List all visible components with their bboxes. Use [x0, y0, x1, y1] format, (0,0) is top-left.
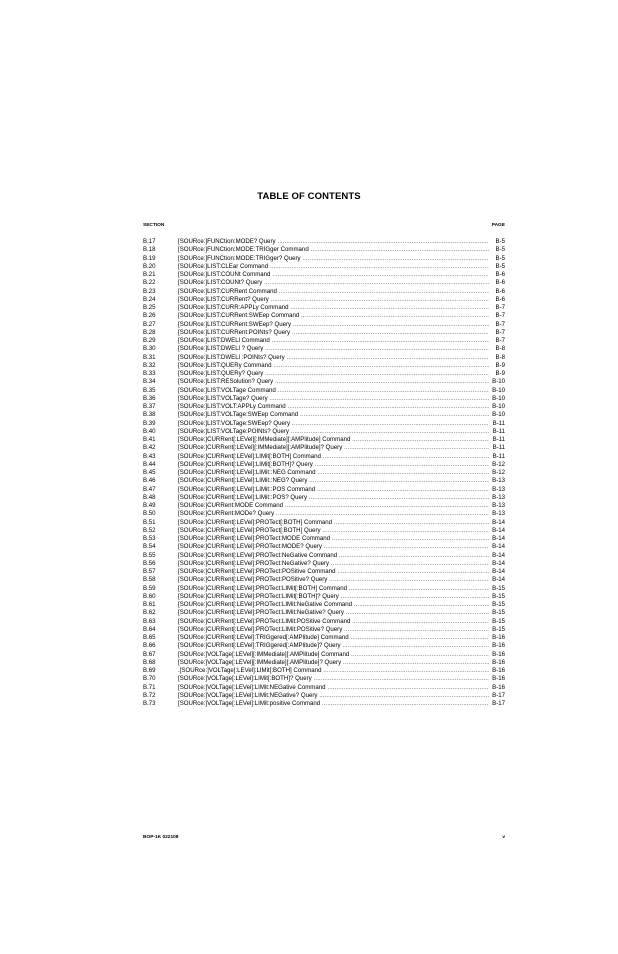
toc-entry-page: B-10	[492, 394, 505, 402]
dot-leader	[352, 618, 489, 626]
toc-entry-title: [SOURce:]CURRent[:LEVel]:LIMit::POS Command	[178, 485, 316, 493]
dot-leader	[275, 378, 489, 386]
toc-entry-title: [SOURce:]CURRent[:LEVel]:TRIGgered[:AMPlitude] Command	[178, 634, 349, 641]
toc-entry-number: B.40	[143, 427, 156, 435]
document-id: BOP-1K 022108	[143, 835, 179, 840]
toc-entry-number: B.36	[143, 394, 156, 402]
toc-entry[interactable]	[143, 568, 505, 576]
toc-entry-title: [SOURce:]FUNCtion:MODE:TRIGger? Query	[178, 254, 301, 262]
toc-entry-page: B-6	[495, 279, 505, 287]
toc-entry[interactable]	[143, 255, 505, 263]
toc-entry-number: B.58	[143, 576, 156, 584]
toc-entry-title: [SOURce:]LIST:CURRent:SWEep? Query	[178, 320, 292, 328]
toc-entry-title: [SOURce:]CURRent[:LEVel]:PROTect[:BOTH] Query	[178, 526, 321, 534]
toc-entry-page: B-15	[492, 601, 505, 608]
toc-entry-number: B.31	[143, 353, 156, 361]
toc-entry-title: [SOURce:]VOLTage[:LEVel]:LIMit:positive Command	[178, 700, 321, 707]
toc-entry[interactable]	[143, 535, 505, 543]
toc-entry-page: B-15	[492, 625, 505, 633]
page-number: v	[502, 835, 505, 840]
toc-entry-title: [SOURce:]LIST:COUNt Command	[178, 271, 271, 278]
page-column-header: PAGE	[491, 223, 505, 228]
toc-entry[interactable]	[143, 477, 505, 485]
toc-entry-title: [SOURce:]LIST:CURRent:SWEep Command	[178, 312, 300, 320]
dot-leader	[354, 601, 489, 609]
toc-entry-title: [SOURce:]LIST:CLEar Command	[178, 262, 269, 270]
dot-leader	[301, 312, 489, 320]
toc-entry-number: B.48	[143, 493, 156, 501]
toc-entry-number: B.47	[143, 485, 156, 493]
toc-entry-page: B-7	[495, 312, 505, 320]
toc-entry-page: B-14	[492, 568, 505, 575]
dot-leader	[291, 428, 489, 436]
toc-entry[interactable]	[143, 288, 505, 296]
toc-entry[interactable]	[143, 692, 505, 700]
toc-entry-number: B.44	[143, 460, 156, 468]
dot-leader	[279, 288, 489, 296]
toc-entry-title: [SOURce:]CURRent[:LEVel]:LIMit[:BOTH]? Query	[178, 460, 313, 468]
toc-entry-page: B-14	[492, 535, 505, 542]
toc-entry-page: B-13	[492, 493, 505, 501]
toc-entry[interactable]	[143, 469, 505, 477]
toc-entry[interactable]	[143, 271, 505, 279]
toc-entry-page: B-7	[495, 320, 505, 328]
dot-leader	[288, 403, 489, 411]
toc-entry-number: B.51	[143, 518, 156, 526]
toc-entry-title: [SOURce:]VOLTage[:LEVel]:LIMit:NEGative? Query	[178, 691, 318, 699]
toc-entry-page: B-16	[492, 650, 505, 658]
toc-entry[interactable]	[143, 700, 505, 708]
toc-entry-title: [SOURce:]FUNCtion:MODE:TRIGger Command	[178, 246, 309, 254]
toc-entry-title: [SOURce:]LIST:VOLTage:SWEep? Query	[178, 419, 290, 427]
toc-entry-title: [SOURce:]CURRent[:LEVel]:PROTect:POSitive? Query	[178, 576, 328, 584]
toc-entry-title: [SOURce:]CURRent[:LEVel][:IMMediate][:AMPlitude]? Query	[178, 444, 343, 452]
toc-entry-number: B.64	[143, 625, 156, 633]
toc-entry[interactable]	[143, 659, 505, 667]
toc-entry-title: [SOURce:]CURRent[:LEVel]:PROTect:LIMit[:BOTH] Command	[178, 584, 347, 592]
toc-entry-page: B-5	[495, 246, 505, 254]
toc-entry-title: [SOURce:]VOLTage[:LEVel]:LIMit:NEGative Command	[178, 683, 326, 691]
dot-leader	[265, 370, 489, 378]
toc-entry-number: B.27	[143, 320, 156, 328]
toc-entry-number: B.59	[143, 584, 156, 592]
toc-entry[interactable]	[143, 609, 505, 617]
toc-entry-page: B-7	[495, 337, 505, 344]
toc-entry-page: B-11	[492, 436, 505, 443]
toc-entry-title: [SOURce:]CURRent[:LEVel]:PROTect:LIMit:NeGative Command	[178, 601, 353, 608]
toc-entry-title: [SOURce:]LIST:VOLTage Command	[178, 386, 276, 394]
toc-entry[interactable]	[143, 444, 505, 452]
toc-entry-page: B-14	[492, 543, 505, 551]
toc-entry-number: B.33	[143, 370, 156, 377]
toc-entry-number: B.72	[143, 691, 156, 699]
toc-entry-page: B-13	[492, 477, 505, 485]
toc-entry-title: [SOURce:]VOLTage[:LEVel][:IMMediate][:AMPlitude]? Query	[178, 658, 342, 666]
toc-entry-title: [SOURce:]CURRent:MODE Command	[178, 502, 283, 509]
dot-leader	[309, 494, 489, 502]
toc-entry-number: B.28	[143, 328, 156, 336]
dot-leader	[317, 486, 489, 494]
toc-entry-number: B.61	[143, 601, 156, 608]
dot-leader	[265, 345, 489, 353]
dot-leader	[331, 560, 489, 568]
toc-entry-title: [SOURce:]LIST:CURRent Command	[178, 287, 277, 295]
toc-entry-title: [SOURce:]CURRent:MODe? Query	[178, 510, 275, 518]
dot-leader	[332, 535, 489, 543]
toc-entry-page: B-11	[492, 427, 505, 435]
dot-leader	[314, 675, 489, 683]
toc-entry-page: B-14	[492, 576, 505, 584]
toc-entry-title: [SOURce:]FUNCtion:MODE? Query	[178, 238, 276, 245]
toc-entry-number: B.32	[143, 361, 156, 369]
toc-entry-page: B-13	[492, 485, 505, 493]
toc-entry-number: B.55	[143, 551, 156, 559]
toc-entry[interactable]	[143, 560, 505, 568]
toc-entry-title: [SOURce:]CURRent[:LEVel]:PROTect:LIMit:POSitive Command	[178, 617, 351, 625]
dot-leader	[351, 651, 489, 659]
toc-entry-title: [SOURce:]CURRent[:LEVel]:TRIGgered[:AMPlitude]? Query	[178, 642, 341, 650]
toc-entry-title: [SOURce:]LIST:VOLT:APPLy Command	[178, 403, 286, 410]
dot-leader	[273, 362, 489, 370]
toc-entry-number: B.37	[143, 403, 156, 410]
toc-entry-page: B-9	[495, 361, 505, 369]
dot-leader	[346, 609, 489, 617]
toc-entry-page: B-6	[495, 295, 505, 303]
dot-leader	[344, 626, 489, 634]
toc-entry-number: B.67	[143, 650, 156, 658]
toc-entry-number: B.20	[143, 262, 156, 270]
dot-leader	[309, 477, 489, 485]
dot-leader	[318, 469, 490, 477]
toc-entry-title: [SOURce:]CURRent[:LEVel]:PROTect:LIMit[:BOTH]? Query	[178, 592, 339, 600]
toc-entry-number: B.35	[143, 386, 156, 394]
dot-leader	[352, 436, 489, 444]
toc-list	[143, 238, 505, 708]
toc-entry[interactable]	[143, 585, 505, 593]
dot-leader	[300, 411, 489, 419]
toc-entry-title: [SOURce:]LIST:CURRent? Query	[178, 295, 269, 303]
dot-leader	[329, 576, 489, 584]
toc-entry[interactable]	[143, 362, 505, 370]
dot-leader	[291, 304, 489, 312]
toc-entry[interactable]	[143, 651, 505, 659]
toc-entry[interactable]	[143, 238, 505, 246]
toc-entry-page: B-13	[492, 510, 505, 518]
toc-entry-page: B-15	[492, 609, 505, 617]
dot-leader	[272, 271, 489, 279]
dot-leader	[337, 568, 489, 576]
toc-entry-number: B.66	[143, 642, 156, 650]
dot-leader	[264, 279, 489, 287]
toc-entry-title: [SOURce:]CURRent[:LEVel]:PROTect[:BOTH] Command	[178, 518, 333, 526]
toc-entry-page: B-5	[495, 254, 505, 262]
dot-leader	[343, 659, 489, 667]
toc-entry-page: B-17	[492, 691, 505, 699]
toc-entry-number: B.50	[143, 510, 156, 518]
toc-entry-number: B.70	[143, 675, 156, 683]
toc-entry-title: [SOURce:]LIST:QUERy? Query	[178, 370, 264, 377]
toc-entry-title: [SOURce:]LIST:VOLTage:SWEep Command	[178, 411, 299, 419]
toc-entry-number: B.46	[143, 477, 156, 485]
toc-entry-title: [SOURce:]CURRent[:LEVel]:LIMit::POS? Query	[178, 493, 308, 501]
toc-entry-number: B.22	[143, 279, 156, 287]
toc-entry-page: B-10	[492, 403, 505, 410]
toc-entry-number: B.18	[143, 246, 156, 254]
toc-entry-page: B-8	[495, 353, 505, 361]
toc-entry-title: [SOURce:]LIST:CURR:APPLy Command	[178, 304, 289, 311]
toc-entry[interactable]	[143, 519, 505, 527]
toc-entry[interactable]	[143, 296, 505, 304]
dot-leader	[285, 502, 489, 510]
toc-entry-title: [SOURce:]CURRent[:LEVel]:PROTect:POSitive Command	[178, 568, 336, 575]
toc-entry-number: B.62	[143, 609, 156, 617]
toc-entry-title: [SOURce:]CURRent[:LEVel]:PROTect:NeGative Command	[178, 551, 338, 559]
toc-entry-number: B.26	[143, 312, 156, 320]
toc-entry-title: [SOURce:]CURRent[:LEVel]:PROTect:MODE Command	[178, 535, 331, 542]
toc-entry[interactable]	[143, 354, 505, 362]
toc-entry-page: B-6	[495, 271, 505, 278]
toc-entry-title: [SOURce:]CURRent[:LEVel]:LIMit::NEG? Query	[178, 477, 308, 485]
toc-entry-number: B.71	[143, 683, 156, 691]
toc-entry-title: [SOURce:]CURRent[:LEVel][:IMMediate][:AMPlitude] Command	[178, 436, 351, 443]
dot-leader	[334, 519, 489, 527]
toc-entry[interactable]	[143, 684, 505, 692]
toc-entry-number: B.43	[143, 452, 156, 460]
toc-entry-page: B-16	[492, 634, 505, 641]
toc-entry[interactable]	[143, 510, 505, 518]
dot-leader	[323, 667, 489, 675]
toc-entry[interactable]	[143, 387, 505, 395]
toc-entry-number: B.65	[143, 634, 156, 641]
toc-entry[interactable]	[143, 601, 505, 609]
dot-leader	[270, 263, 489, 271]
toc-entry-page: B-10	[492, 386, 505, 394]
toc-entry[interactable]	[143, 304, 505, 312]
toc-entry[interactable]	[143, 576, 505, 584]
toc-entry[interactable]	[143, 667, 505, 675]
toc-entry-number: B.41	[143, 436, 156, 443]
toc-entry-number: B.73	[143, 700, 156, 707]
dot-leader	[276, 510, 489, 518]
toc-entry[interactable]	[143, 552, 505, 560]
toc-entry-page: B-11	[492, 444, 505, 452]
toc-entry-title: [SOURce:]LIST:CURRent:POINts? Query	[178, 328, 291, 336]
toc-entry-page: B-5	[495, 238, 505, 245]
toc-entry-page: B-12	[492, 460, 505, 468]
dot-leader	[343, 642, 489, 650]
toc-entry[interactable]	[143, 453, 505, 461]
toc-entry[interactable]	[143, 395, 505, 403]
toc-entry[interactable]	[143, 246, 505, 254]
toc-entry-page: B-6	[495, 287, 505, 295]
toc-entry-number: B.45	[143, 469, 156, 476]
dot-leader	[351, 634, 489, 642]
toc-entry[interactable]	[143, 543, 505, 551]
dot-leader	[292, 420, 489, 428]
dot-leader	[311, 246, 489, 254]
dot-leader	[287, 354, 489, 362]
dot-leader	[319, 692, 489, 700]
dot-leader	[278, 238, 489, 246]
page-title: TABLE OF CONTENTS	[257, 191, 361, 202]
toc-entry-page: B-10	[492, 411, 505, 419]
toc-entry-page: B-15	[492, 592, 505, 600]
toc-entry-page: B-11	[492, 452, 505, 460]
dot-leader	[271, 296, 489, 304]
toc-entry[interactable]	[143, 345, 505, 353]
toc-entry-number: B.68	[143, 658, 156, 666]
toc-entry-number: B.53	[143, 535, 156, 542]
toc-entry-number: B.21	[143, 271, 156, 278]
toc-entry[interactable]	[143, 403, 505, 411]
toc-entry-page: B-14	[492, 559, 505, 567]
toc-entry-number: B.19	[143, 254, 156, 262]
dot-leader	[322, 700, 489, 708]
toc-entry-page: B-14	[492, 518, 505, 526]
toc-entry[interactable]	[143, 436, 505, 444]
toc-entry[interactable]	[143, 527, 505, 535]
toc-entry[interactable]	[143, 370, 505, 378]
toc-entry[interactable]	[143, 321, 505, 329]
toc-entry-title: [SOURce:]CURRent[:LEVel]:LIMit::NEG Command	[178, 469, 316, 476]
toc-entry-title: [SOURce:]LIST:DWELl ? Query	[178, 345, 264, 353]
toc-entry-number: B.17	[143, 238, 156, 245]
toc-entry[interactable]	[143, 642, 505, 650]
toc-entry-number: B.29	[143, 337, 156, 344]
dot-leader	[323, 527, 489, 535]
toc-entry[interactable]	[143, 378, 505, 386]
dot-leader	[272, 337, 489, 345]
toc-entry-number: B.39	[143, 419, 156, 427]
toc-entry-title: [SOURce:]CURRent[:LEVel]:PROTect:LIMit:POSitive? Query	[178, 625, 343, 633]
toc-entry-title: [SOURce:]LIST:DWELl :POINts? Query	[178, 353, 285, 361]
toc-entry[interactable]	[143, 618, 505, 626]
toc-entry-title: [SOURce:]LIST:DWELl Command	[178, 337, 270, 344]
toc-entry-number: B.42	[143, 444, 156, 452]
toc-entry-page: B-14	[492, 551, 505, 559]
toc-entry[interactable]	[143, 502, 505, 510]
dot-leader	[293, 321, 489, 329]
dot-leader	[270, 395, 489, 403]
toc-entry[interactable]	[143, 593, 505, 601]
toc-entry-number: B.57	[143, 568, 156, 575]
toc-entry-page: B-15	[492, 584, 505, 592]
toc-entry-title: [SOURce:]CURRent[:LEVel]:LIMit[:BOTH] Command	[178, 452, 321, 460]
toc-entry-number: B.49	[143, 502, 156, 509]
toc-entry-page: B-16	[492, 675, 505, 683]
toc-entry[interactable]	[143, 461, 505, 469]
toc-entry-title: [SOURce:]VOLTage[:LEVel][:IMMediate][:AMPlitude] Command	[178, 650, 350, 658]
toc-entry-title: [SOURce:]LIST:QUERy Command	[178, 361, 272, 369]
toc-entry-page: B-8	[495, 345, 505, 353]
toc-entry-number: B.63	[143, 617, 156, 625]
toc-entry-page: B-9	[495, 370, 505, 377]
toc-entry-page: B-7	[495, 328, 505, 336]
toc-entry-page: B-15	[492, 617, 505, 625]
dot-leader	[339, 552, 489, 560]
toc-entry-page: B-16	[492, 667, 505, 674]
toc-entry[interactable]	[143, 486, 505, 494]
dot-leader	[303, 255, 489, 263]
section-column-header: SECTION	[143, 223, 165, 228]
toc-entry-number: B.34	[143, 378, 156, 386]
toc-entry-number: B.23	[143, 287, 156, 295]
toc-entry-number: B.38	[143, 411, 156, 419]
toc-entry[interactable]	[143, 428, 505, 436]
toc-entry-title: [SOURce:]CURRent[:LEVel]:PROTect:NeGative? Query	[178, 559, 330, 567]
toc-entry-page: B-16	[492, 658, 505, 666]
dot-leader	[278, 387, 489, 395]
toc-entry-page: B-13	[492, 502, 505, 509]
toc-entry[interactable]	[143, 634, 505, 642]
toc-entry-title: [SOURce:]VOLTage[:LEVel]:LIMit[:BOTH]? Query	[178, 675, 312, 683]
dot-leader	[349, 585, 489, 593]
toc-entry-page: B-14	[492, 526, 505, 534]
toc-entry[interactable]	[143, 329, 505, 337]
toc-entry-page: B-16	[492, 642, 505, 650]
toc-entry-page: B-12	[492, 469, 505, 476]
toc-entry-number: B.24	[143, 295, 156, 303]
toc-entry-title: [SOURce:]LIST:VOLTage? Query	[178, 394, 268, 402]
toc-entry-page: B-5	[495, 262, 505, 270]
dot-leader	[323, 453, 489, 461]
dot-leader	[292, 329, 489, 337]
toc-entry-number: B.30	[143, 345, 156, 353]
dot-leader	[315, 461, 489, 469]
toc-entry[interactable]	[143, 675, 505, 683]
toc-entry-number: B.69	[143, 667, 156, 674]
toc-entry[interactable]	[143, 279, 505, 287]
toc-entry-number: B.52	[143, 526, 156, 534]
dot-leader	[344, 444, 489, 452]
toc-entry-page: B-16	[492, 683, 505, 691]
toc-entry[interactable]	[143, 337, 505, 345]
toc-entry-title: [SOURce:]LIST:RESolution? Query	[178, 378, 274, 386]
toc-entry-number: B.25	[143, 304, 156, 311]
toc-entry-number: B.54	[143, 543, 156, 551]
toc-entry-title: [SOURce:]CURRent[:LEVel]:PROTect:LIMit:NeGative? Query	[178, 609, 344, 617]
toc-entry-page: B-17	[492, 700, 505, 707]
toc-entry[interactable]	[143, 626, 505, 634]
toc-entry-number: B.56	[143, 559, 156, 567]
toc-entry[interactable]	[143, 411, 505, 419]
toc-entry-title: [SOURce:]LIST:VOLTage:POINts? Query	[178, 427, 289, 435]
dot-leader	[341, 593, 489, 601]
toc-entry-number: B.60	[143, 592, 156, 600]
toc-entry-page: B-7	[495, 304, 505, 311]
toc-entry[interactable]	[143, 494, 505, 502]
toc-entry-title: [SOURce:]CURRent[:LEVel]:PROTect:MODE? Query	[178, 543, 322, 551]
toc-entry[interactable]	[143, 312, 505, 320]
toc-entry-title: .[SOURce:]VOLTage[:LEVel]:LIMit[:BOTH] Command	[178, 667, 322, 674]
dot-leader	[328, 684, 489, 692]
toc-entry[interactable]	[143, 420, 505, 428]
toc-entry-page: B-11	[492, 419, 505, 427]
toc-entry-page: B-10	[492, 378, 505, 386]
toc-entry-title: [SOURce:]LIST:COUNt? Query	[178, 279, 263, 287]
dot-leader	[324, 543, 489, 551]
toc-entry[interactable]	[143, 263, 505, 271]
